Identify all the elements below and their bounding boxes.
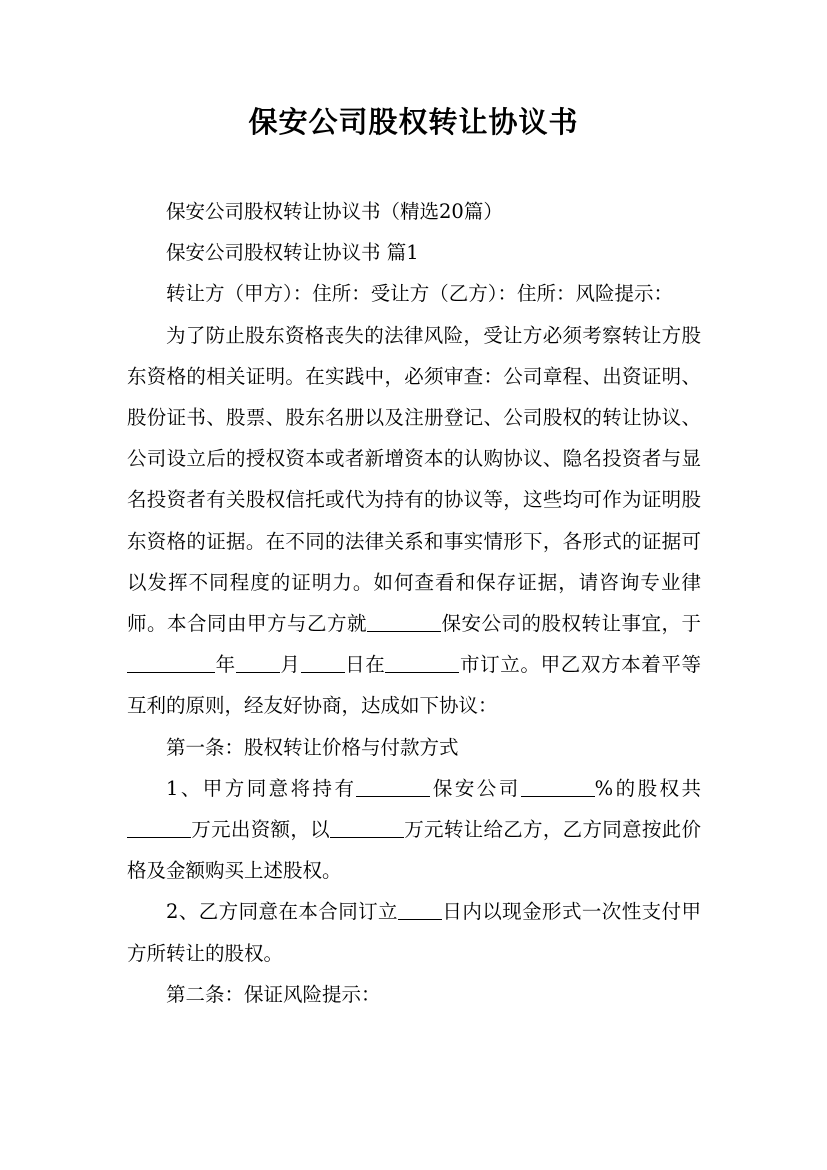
risk-text-e: 日在 <box>344 653 386 677</box>
clause2-text-a: 2、乙方同意在本合同订立 <box>166 900 398 924</box>
risk-text-b: 保安公司的股权转让事宜，于 <box>441 612 701 636</box>
clause1-text-c: %的股权共 <box>594 776 701 800</box>
year-blank <box>127 653 215 674</box>
company-name-blank <box>367 611 441 632</box>
article1-heading: 第一条：股权转让价格与付款方式 <box>166 735 459 759</box>
clause1-text-b: 保安公司 <box>430 776 521 800</box>
risk-text-c: 年 <box>215 653 236 677</box>
subtitle-line: 保安公司股权转让协议书（精选20篇） <box>166 200 503 223</box>
capital-blank <box>127 817 191 838</box>
clause2-paragraph <box>127 891 701 973</box>
days-blank <box>398 900 442 921</box>
clause1-text-a: 1、甲方同意将持有 <box>166 776 357 800</box>
holder-blank <box>356 776 430 797</box>
article2-heading: 第二条：保证风险提示： <box>166 982 381 1006</box>
risk-paragraph <box>127 315 701 727</box>
document-body <box>127 191 701 1015</box>
clause1-text-d: 万元出资额，以 <box>191 818 330 842</box>
parties-line: 转让方（甲方）：住所：受让方（乙方）：住所：风险提示： <box>166 282 674 306</box>
risk-text-a: 为了防止股东资格丧失的法律风险，受让方必须考察转让方股东资格的相关证明。在实践中，必须审查：公司章程、出资证明、股份证书、股票、股东名册以及注册登记、公司股权的转让协议、公司设立后的授权资本或者新增资本的认购协议、隐名投资者与显名投资者有关股权信托或代为持有的协议等，这些均可作为证明股东资格的证据。在不同的法律关系和事实情形下，各形式的证据可以发挥不同程度的证明力。如何查看和保存证据，请咨询专业律师。本合同由甲方与乙方就 <box>127 323 701 636</box>
percent-blank <box>521 776 595 797</box>
clause1-text-e: 万元转让给乙方，乙方同意按此价格及金额购买上述股权。 <box>127 818 701 883</box>
document-title: 保安公司股权转让协议书 <box>248 105 579 139</box>
day-blank <box>301 653 345 674</box>
clause1-paragraph <box>127 768 701 892</box>
risk-text-f: 市订立。甲乙双方本着平等互利的原则，经友好协商，达成如下协议： <box>127 653 701 718</box>
city-blank <box>385 653 459 674</box>
price-blank <box>330 817 404 838</box>
section-heading: 保安公司股权转让协议书 篇1 <box>166 241 419 265</box>
month-blank <box>236 653 280 674</box>
risk-text-d: 月 <box>279 653 301 677</box>
clause2-text-b: 日内以现金形式一次性支付甲方所转让的股权。 <box>127 900 701 965</box>
